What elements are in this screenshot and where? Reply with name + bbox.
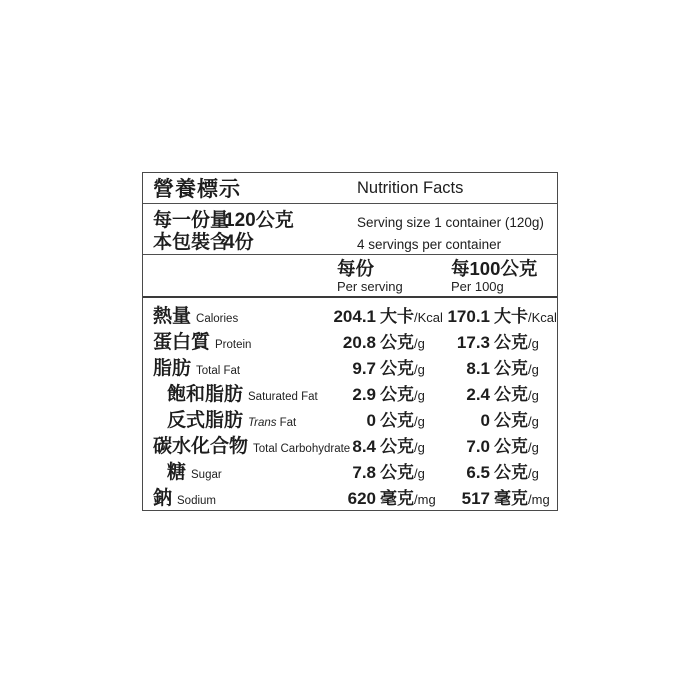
value-per-serving	[330, 484, 444, 509]
unit-zh: 公克	[380, 411, 414, 430]
per-serving-zh: 每份	[337, 258, 375, 279]
unit-suffix: /g	[528, 440, 539, 455]
unit-suffix: /g	[414, 388, 425, 403]
nutrient-label-en: Fat	[279, 417, 297, 429]
nutrient-label-en: Sugar	[191, 469, 222, 481]
nutrient-label	[143, 353, 330, 380]
value-per-serving-number: 20.8	[342, 333, 376, 352]
value-per-serving-unit	[380, 458, 425, 483]
nutrient-row	[143, 432, 557, 458]
value-per-serving-unit	[380, 354, 425, 379]
value-per-100g-unit	[494, 354, 539, 379]
unit-suffix: /g	[414, 362, 425, 377]
unit-zh: 公克	[494, 385, 528, 404]
unit-suffix: /Kcal	[528, 310, 557, 325]
nutrient-label	[143, 301, 330, 328]
unit-zh: 公克	[380, 463, 414, 482]
value-per-serving-number: 620	[347, 489, 376, 508]
nutrient-label-zh: 糖	[167, 462, 187, 483]
value-per-serving	[330, 458, 444, 483]
unit-zh: 毫克	[494, 489, 528, 508]
servings-per-container-zh-value: 4份	[224, 231, 254, 253]
nutrient-label-zh: 反式脂肪	[167, 410, 244, 431]
serving-size-en: Serving size 1 container (120g)	[357, 215, 544, 230]
nutrient-row	[143, 328, 557, 354]
value-per-serving-unit	[380, 380, 425, 405]
nutrient-label-zh: 脂肪	[153, 358, 192, 379]
unit-suffix: /g	[528, 388, 539, 403]
unit-suffix: /mg	[528, 492, 550, 507]
value-per-100g	[444, 458, 557, 483]
nutrient-label	[143, 405, 330, 432]
title-en: Nutrition Facts	[357, 178, 464, 197]
unit-suffix: /g	[528, 466, 539, 481]
value-per-serving-unit	[380, 484, 436, 509]
value-per-100g-unit	[494, 328, 539, 353]
value-per-100g-number: 8.1	[466, 359, 490, 378]
nutrient-label-en: Protein	[215, 339, 252, 351]
value-per-100g-number: 7.0	[466, 437, 490, 456]
nutrient-label-en: Sodium	[177, 495, 217, 507]
value-per-serving-number: 204.1	[333, 307, 376, 326]
nutrient-label-zh: 蛋白質	[153, 332, 211, 353]
value-per-serving-unit	[380, 328, 425, 353]
unit-suffix: /g	[528, 362, 539, 377]
unit-suffix: /g	[414, 336, 425, 351]
nutrient-label	[143, 431, 351, 458]
value-per-100g-number: 6.5	[466, 463, 490, 482]
value-per-100g-unit	[494, 380, 539, 405]
nutrient-label-en: Total Carbohydrate	[253, 443, 351, 455]
value-per-100g	[444, 484, 557, 509]
unit-zh: 公克	[494, 359, 528, 378]
value-per-serving-unit	[380, 302, 443, 327]
nutrient-row	[143, 484, 557, 510]
value-per-serving-unit	[380, 406, 425, 431]
nutrient-label-zh: 碳水化合物	[153, 436, 249, 457]
column-header-per-serving	[337, 258, 403, 294]
per-serving-en: Per serving	[337, 279, 403, 294]
value-per-serving	[330, 302, 444, 327]
nutrient-label	[143, 483, 330, 510]
title-row	[143, 173, 557, 204]
unit-suffix: /g	[528, 336, 539, 351]
unit-zh: 公克	[494, 333, 528, 352]
serving-info-section	[143, 204, 557, 255]
value-per-serving	[330, 406, 444, 431]
unit-zh: 公克	[494, 411, 528, 430]
value-per-100g	[444, 380, 557, 405]
value-per-100g-unit	[494, 458, 539, 483]
value-per-100g	[444, 432, 557, 457]
nutrient-label	[143, 379, 330, 406]
unit-zh: 公克	[494, 463, 528, 482]
column-header-section	[143, 255, 557, 298]
column-header-per-100g	[451, 258, 537, 294]
unit-zh: 公克	[494, 437, 528, 456]
value-per-100g-unit	[494, 432, 539, 457]
value-per-serving-number: 8.4	[352, 437, 376, 456]
unit-zh: 大卡	[494, 307, 528, 326]
serving-info-en-block	[357, 212, 544, 255]
value-per-100g-number: 0	[480, 411, 490, 430]
value-per-serving	[330, 328, 444, 353]
value-per-serving-number: 0	[366, 411, 376, 430]
value-per-100g-number: 17.3	[456, 333, 490, 352]
unit-zh: 大卡	[380, 307, 414, 326]
per-100g-zh: 每100公克	[451, 258, 538, 279]
nutrient-rows-section	[143, 298, 557, 510]
nutrient-label-en: Saturated Fat	[248, 391, 318, 403]
value-per-100g-unit	[494, 484, 550, 509]
servings-per-container-en: 4 servings per container	[357, 236, 502, 252]
title-zh: 營養標示	[153, 178, 241, 201]
nutrient-row	[143, 406, 557, 432]
nutrient-label	[143, 327, 330, 354]
value-per-100g	[444, 406, 557, 431]
value-per-serving-number: 9.7	[352, 359, 376, 378]
value-per-100g-number: 170.1	[447, 307, 490, 326]
unit-suffix: /Kcal	[414, 310, 443, 325]
per-100g-en: Per 100g	[451, 279, 504, 294]
nutrient-row	[143, 354, 557, 380]
nutrient-label-en: Calories	[196, 313, 239, 325]
serving-size-zh-value: 120公克	[224, 210, 294, 231]
unit-zh: 公克	[380, 333, 414, 352]
value-per-serving	[330, 432, 444, 457]
value-per-serving	[330, 354, 444, 379]
value-per-100g	[444, 328, 557, 353]
servings-per-container-zh-label: 本包裝含	[153, 231, 230, 253]
unit-zh: 公克	[380, 359, 414, 378]
value-per-100g	[444, 302, 557, 327]
unit-zh: 公克	[380, 437, 414, 456]
nutrient-row	[143, 380, 557, 406]
nutrient-label	[143, 457, 330, 484]
value-per-serving-number: 7.8	[352, 463, 376, 482]
unit-zh: 公克	[380, 385, 414, 404]
nutrient-label-en-italic: Trans	[248, 417, 277, 429]
serving-size-zh-label: 每一份量	[153, 210, 230, 231]
nutrient-label-zh: 鈉	[153, 488, 173, 509]
value-per-100g-number: 517	[461, 489, 490, 508]
nutrition-facts-table	[142, 172, 558, 511]
value-per-100g	[444, 354, 557, 379]
unit-suffix: /g	[528, 414, 539, 429]
value-per-100g-unit	[494, 302, 557, 327]
value-per-100g-unit	[494, 406, 539, 431]
unit-suffix: /g	[414, 440, 425, 455]
unit-suffix: /mg	[414, 492, 436, 507]
unit-suffix: /g	[414, 414, 425, 429]
nutrient-label-zh: 飽和脂肪	[167, 384, 244, 405]
value-per-100g-number: 2.4	[466, 385, 490, 404]
value-per-serving-number: 2.9	[352, 385, 376, 404]
nutrient-label-zh: 熱量	[153, 306, 192, 327]
value-per-serving-unit	[380, 432, 425, 457]
unit-suffix: /g	[414, 466, 425, 481]
value-per-serving	[330, 380, 444, 405]
nutrient-label-en: Total Fat	[196, 365, 241, 377]
nutrient-row	[143, 458, 557, 484]
unit-zh: 毫克	[380, 489, 414, 508]
nutrient-row	[143, 302, 557, 328]
